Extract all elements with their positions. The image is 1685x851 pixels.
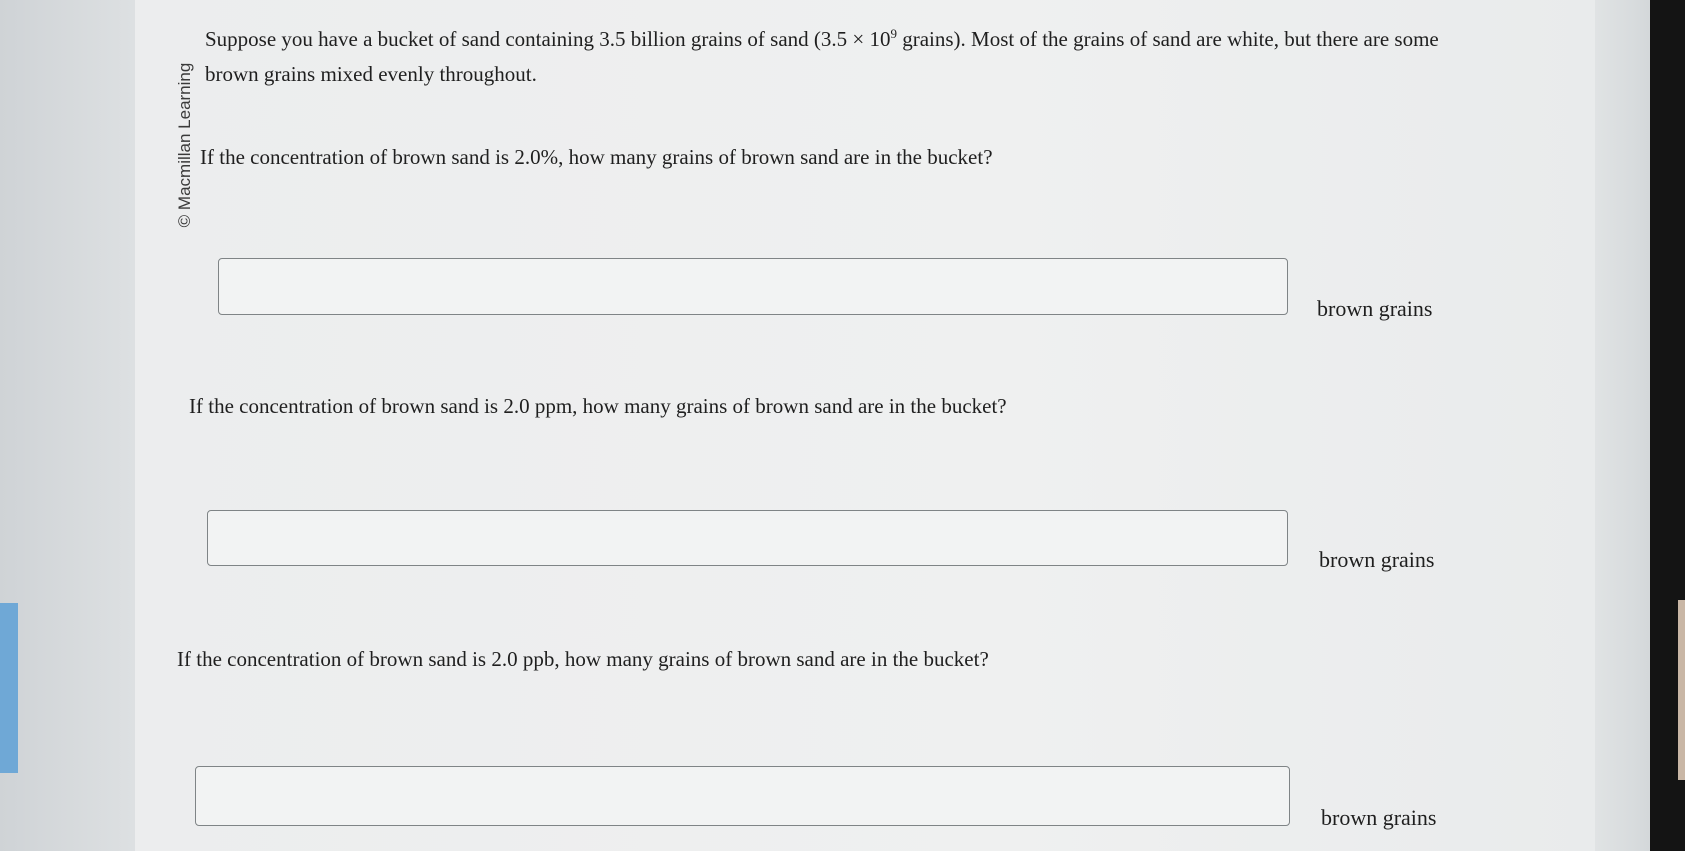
problem-intro [205, 22, 1465, 92]
unit-label-2: brown grains [1319, 547, 1435, 572]
question-2-prompt: If the concentration of brown sand is 2.0 ppm, how many grains of brown sand are in the bucket? [189, 394, 1007, 418]
intro-exponent: 9 [890, 26, 897, 41]
unit-label-3: brown grains [1321, 805, 1437, 830]
left-margin [0, 0, 135, 851]
answer-input-1[interactable] [218, 258, 1288, 315]
question-3-prompt: If the concentration of brown sand is 2.0 ppb, how many grains of brown sand are in the bucket? [177, 647, 989, 671]
right-margin [1595, 0, 1650, 851]
intro-text-after: grains). Most of the grains of sand are white, but there are some brown grains mixed evenly throughout. [205, 27, 1439, 86]
question-panel [135, 0, 1595, 851]
answer-input-2[interactable] [207, 510, 1288, 566]
copyright-notice: © Macmillan Learning [175, 62, 194, 228]
question-1-prompt: If the concentration of brown sand is 2.0%, how many grains of brown sand are in the bucket? [200, 145, 993, 169]
unit-label-1: brown grains [1317, 296, 1433, 321]
bezel-edge [1678, 600, 1685, 780]
answer-input-3[interactable] [195, 766, 1290, 826]
left-accent-strip [0, 603, 18, 773]
intro-text-before: Suppose you have a bucket of sand containing 3.5 billion grains of sand (3.5 × 10 [205, 27, 891, 51]
